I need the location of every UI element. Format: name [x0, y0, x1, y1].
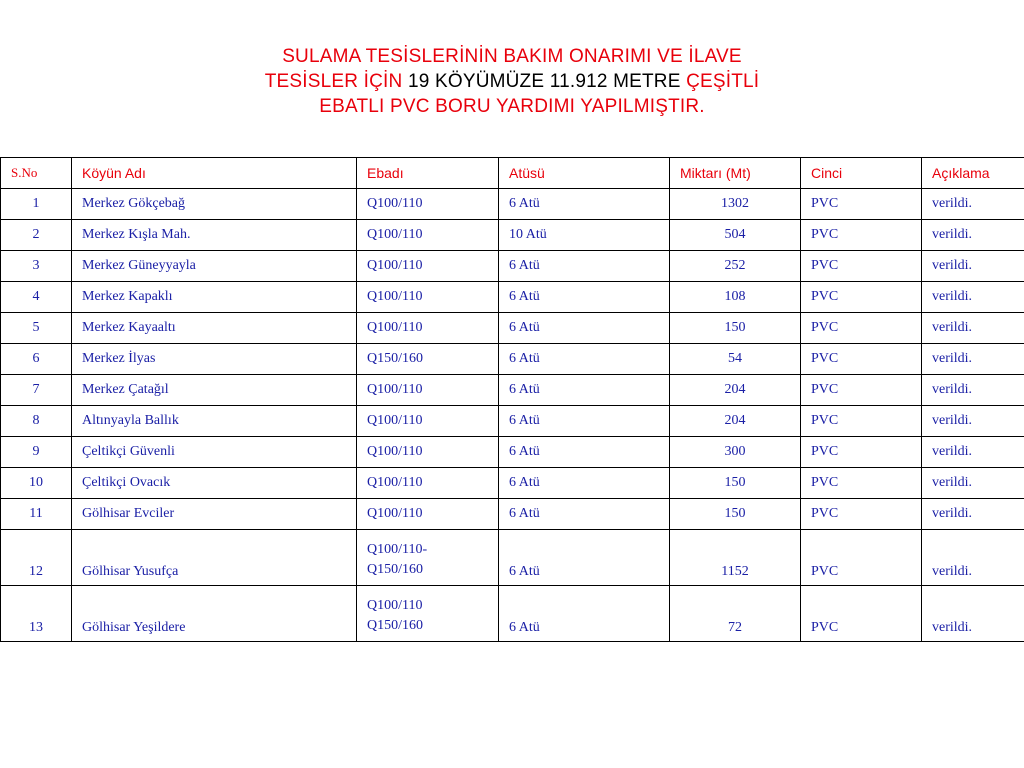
cell-size-line-2: Q150/160 — [367, 618, 423, 633]
irrigation-table — [0, 157, 1024, 642]
header-size: Ebadı — [357, 158, 499, 189]
cell-amount: 150 — [670, 468, 801, 499]
cell-size: Q100/110 — [357, 220, 499, 251]
cell-size: Q100/110 — [357, 406, 499, 437]
cell-note: verildi. — [922, 282, 1024, 313]
cell-size — [357, 586, 499, 642]
cell-village: Merkez Kışla Mah. — [72, 220, 357, 251]
header-no: S.No — [1, 158, 72, 189]
table-row — [1, 313, 1024, 344]
title-line-1 — [0, 44, 1024, 69]
header-note: Açıklama — [922, 158, 1024, 189]
title-line-2-black: 19 KÖYÜMÜZE 11.912 METRE — [407, 71, 687, 92]
cell-no: 11 — [1, 499, 72, 530]
cell-no: 4 — [1, 282, 72, 313]
cell-pipes: 6 Atü — [499, 406, 670, 437]
cell-no: 1 — [1, 189, 72, 220]
header-pipes: Atüsü — [499, 158, 670, 189]
cell-amount: 54 — [670, 344, 801, 375]
cell-note: verildi. — [922, 251, 1024, 282]
cell-note: verildi. — [922, 344, 1024, 375]
cell-type: PVC — [801, 282, 922, 313]
table-row — [1, 468, 1024, 499]
cell-note: verildi. — [922, 468, 1024, 499]
cell-amount: 108 — [670, 282, 801, 313]
table-row — [1, 586, 1024, 642]
cell-pipes: 6 Atü — [499, 344, 670, 375]
cell-note: verildi. — [922, 530, 1024, 586]
table-row — [1, 530, 1024, 586]
cell-village: Merkez Güneyyayla — [72, 251, 357, 282]
cell-size — [357, 530, 499, 586]
cell-note: verildi. — [922, 499, 1024, 530]
cell-pipes: 6 Atü — [499, 375, 670, 406]
title-line-3-text: EBATLI PVC BORU YARDIMI YAPILMIŞTIR. — [319, 96, 705, 117]
cell-type: PVC — [801, 220, 922, 251]
cell-village: Çeltikçi Güvenli — [72, 437, 357, 468]
table-row — [1, 406, 1024, 437]
cell-village: Gölhisar Yeşildere — [72, 586, 357, 642]
cell-no: 9 — [1, 437, 72, 468]
cell-pipes: 6 Atü — [499, 189, 670, 220]
cell-type: PVC — [801, 251, 922, 282]
cell-note: verildi. — [922, 375, 1024, 406]
cell-size: Q100/110 — [357, 437, 499, 468]
cell-no: 10 — [1, 468, 72, 499]
cell-pipes: 6 Atü — [499, 586, 670, 642]
cell-size: Q100/110 — [357, 375, 499, 406]
header-type: Cinci — [801, 158, 922, 189]
cell-size-line-1: Q100/110 — [367, 598, 423, 613]
cell-pipes: 6 Atü — [499, 499, 670, 530]
cell-size: Q100/110 — [357, 251, 499, 282]
cell-type: PVC — [801, 344, 922, 375]
cell-note: verildi. — [922, 189, 1024, 220]
cell-amount: 150 — [670, 313, 801, 344]
table-row — [1, 220, 1024, 251]
cell-amount: 504 — [670, 220, 801, 251]
cell-note: verildi. — [922, 220, 1024, 251]
cell-village: Merkez Kayaaltı — [72, 313, 357, 344]
cell-type: PVC — [801, 586, 922, 642]
cell-size: Q100/110 — [357, 189, 499, 220]
cell-size-line-1: Q100/110- — [367, 542, 428, 557]
cell-amount: 1302 — [670, 189, 801, 220]
cell-pipes: 10 Atü — [499, 220, 670, 251]
cell-type: PVC — [801, 375, 922, 406]
table-row — [1, 282, 1024, 313]
table-row — [1, 251, 1024, 282]
cell-note: verildi. — [922, 437, 1024, 468]
cell-size: Q150/160 — [357, 344, 499, 375]
cell-pipes: 6 Atü — [499, 468, 670, 499]
cell-amount: 150 — [670, 499, 801, 530]
cell-amount: 204 — [670, 375, 801, 406]
cell-amount: 252 — [670, 251, 801, 282]
cell-type: PVC — [801, 530, 922, 586]
title-line-2 — [0, 69, 1024, 94]
page-title — [0, 44, 1024, 119]
cell-type: PVC — [801, 437, 922, 468]
cell-no: 7 — [1, 375, 72, 406]
cell-village: Gölhisar Yusufça — [72, 530, 357, 586]
cell-village: Merkez Gökçebağ — [72, 189, 357, 220]
cell-no: 5 — [1, 313, 72, 344]
cell-pipes: 6 Atü — [499, 313, 670, 344]
cell-amount: 72 — [670, 586, 801, 642]
table-row — [1, 437, 1024, 468]
table-row — [1, 189, 1024, 220]
cell-village: Merkez Kapaklı — [72, 282, 357, 313]
cell-size: Q100/110 — [357, 313, 499, 344]
title-line-1-text: SULAMA TESİSLERİNİN BAKIM ONARIMI VE İLAVE — [282, 46, 742, 67]
cell-size: Q100/110 — [357, 282, 499, 313]
cell-pipes: 6 Atü — [499, 251, 670, 282]
title-line-2-red-b: ÇEŞİTLİ — [686, 71, 760, 92]
cell-type: PVC — [801, 499, 922, 530]
cell-type: PVC — [801, 406, 922, 437]
cell-type: PVC — [801, 189, 922, 220]
table-header-row — [1, 158, 1024, 189]
header-village: Köyün Adı — [72, 158, 357, 189]
cell-size: Q100/110 — [357, 499, 499, 530]
cell-no: 6 — [1, 344, 72, 375]
cell-village: Gölhisar Evciler — [72, 499, 357, 530]
cell-village: Altınyayla Ballık — [72, 406, 357, 437]
cell-type: PVC — [801, 313, 922, 344]
title-line-3 — [0, 94, 1024, 119]
cell-no: 2 — [1, 220, 72, 251]
title-line-2-red-a: TESİSLER İÇİN — [264, 71, 408, 92]
cell-no: 12 — [1, 530, 72, 586]
cell-village: Çeltikçi Ovacık — [72, 468, 357, 499]
cell-village: Merkez Çatağıl — [72, 375, 357, 406]
cell-size-line-2: Q150/160 — [367, 562, 423, 577]
cell-note: verildi. — [922, 406, 1024, 437]
cell-type: PVC — [801, 468, 922, 499]
cell-note: verildi. — [922, 313, 1024, 344]
cell-pipes: 6 Atü — [499, 530, 670, 586]
cell-amount: 204 — [670, 406, 801, 437]
table-row — [1, 499, 1024, 530]
cell-no: 8 — [1, 406, 72, 437]
cell-amount: 300 — [670, 437, 801, 468]
cell-pipes: 6 Atü — [499, 282, 670, 313]
table-row — [1, 344, 1024, 375]
cell-note: verildi. — [922, 586, 1024, 642]
cell-pipes: 6 Atü — [499, 437, 670, 468]
cell-no: 13 — [1, 586, 72, 642]
cell-size: Q100/110 — [357, 468, 499, 499]
cell-village: Merkez İlyas — [72, 344, 357, 375]
table-row — [1, 375, 1024, 406]
cell-amount: 1152 — [670, 530, 801, 586]
cell-no: 3 — [1, 251, 72, 282]
header-amount: Miktarı (Mt) — [670, 158, 801, 189]
